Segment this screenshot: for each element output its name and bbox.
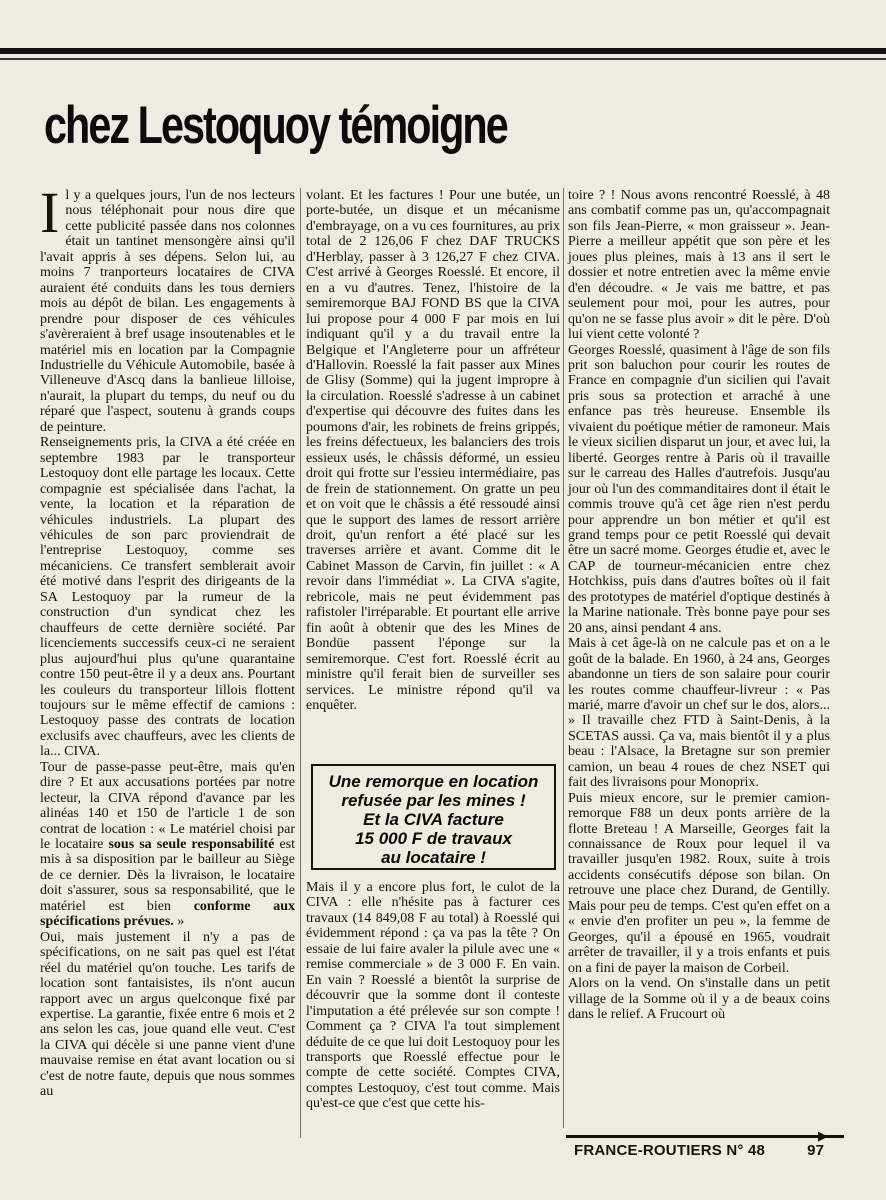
paragraph: Georges Roesslé, quasiment à l'âge de son fils prit son baluchon pour courir les routes de France en compagnie d'un sicilien qui l'avait pris sous sa protection et arraché à une enfance pas très heureuse. Ensemble ils vivaient du poétique métier de ramoneur. Mais le vieux sicilien disparut un jour, et avec lui, la liberté. Georges rentre à Paris où il travaille sur le carreau des Halles d'autrefois. Jusqu'au jour où l'un des commanditaires dont il était le commis trouve qu'à cet âge rien n'est perdu pour apprendre un bon métier et qu'il est grand temps pour ce petit Roesslé qui devait être un sacré mome. Georges étudie et, avec le CAP de tourneur-mécanicien entre chez Hotchkiss, puis dans d'autres boîtes où il fait des prototypes de matériel d'optique destinés à la Marine nationale. Très bonne paye pour ses 20 ans, ainsi pendant 4 ans. bbox=[568, 342, 830, 636]
paragraph: Oui, mais justement il n'y a pas de spécifications, on ne sait pas quel est l'état réel du matériel qu'on touche. Les tarifs de location sont fantaisistes, ils n'ont aucun rapport avec un argus quelconque fixé par expertise. La garantie, fixée entre 6 mois et 2 ans selon les cas, joue quand elle veut. C'est la CIVA qui décèle si une panne vient d'une mauvaise remise en état avant location ou si c'est de notre faute, depuis que nous sommes au bbox=[40, 929, 295, 1100]
article-column-2 bbox=[306, 188, 560, 756]
paragraph-text: » bbox=[177, 914, 185, 930]
pull-quote-line: au locataire ! bbox=[381, 848, 486, 867]
paragraph: Puis mieux encore, sur le premier camion-remorque F88 un deux ponts arrière de la flotte Breteau ! A Marseille, Georges fait la connaissance de Roux pour lequel il va travailler jusqu'en 1982. Roux, suite à trois accidents consécutifs dépose son bilan. On retrouve une place chez Durand, de Gentilly. Mais pour peu de temps. C'est qu'en effet on a « envie d'en profiter un peu », la femme de Georges, qu'il a épousé en 1965, voudrait arrêter de travailler, il y a trois enfants et puis on a fini de payer la maison de Corbeil. bbox=[568, 790, 830, 976]
article-column-2-continued bbox=[306, 880, 560, 1146]
footer-rule bbox=[566, 1135, 844, 1138]
page-number: 97 bbox=[807, 1142, 825, 1159]
top-rule bbox=[0, 48, 886, 54]
pull-quote-box bbox=[311, 764, 556, 870]
paragraph: Alors on la vend. On s'installe dans un petit village de la Somme où il y a de beaux coins dans le relief. A Frucourt où bbox=[568, 976, 830, 1023]
pull-quote-line: 15 000 F de travaux bbox=[355, 829, 512, 848]
article-column-1 bbox=[40, 180, 295, 1108]
column-divider bbox=[563, 188, 564, 1128]
paragraph: Mais il y a encore plus fort, le culot de la CIVA : elle n'hésite pas à facturer ces travaux (14 849,08 F au total) à Roesslé qui évidemment répond : ça va pas la tête ? On essaie de lui faire avaler la pilule avec une « remise commerciale » de 3 000 F. En vain. En vain ? Roesslé a bientôt la surprise de découvrir que la somme dont il conteste l'imputation a été prélevée sur son compte ! Comment ça ? CIVA l'a tout simplement déduite de ce que lui doit Lestoquoy pour les transports que Roesslé effectue pour le compte de cette société. Comptes CIVA, comptes Lestoquoy, c'est tout comme. Mais qu'est-ce que c'est que cette his- bbox=[306, 880, 560, 1112]
pull-quote-line: Une remorque en location bbox=[328, 772, 539, 791]
top-rule-thin bbox=[0, 58, 886, 60]
headline: chez Lestoquoy témoigne bbox=[44, 96, 507, 155]
paragraph: volant. Et les factures ! Pour une butée, un porte-butée, un disque et un mécanisme d'embrayage, on a vu ces fournitures, au prix total de 2 126,06 F chez DAF TRUCKS d'Herblay, passer à 3 126,27 F chez CIVA. C'est arrivé à Georges Roesslé. Et encore, il en a vu d'autres. Tenez, l'histoire de la semiremorque BAJ FOND BS que la CIVA lui propose pour 4 000 F par mois en lui indiquant qu'il y a du travail entre la Belgique et l'Angleterre pour un affréteur d'Hallovin. Roesslé la fait passer aux Mines de Glisy (Somme) qui la jugent impropre à la circulation. Roesslé s'adresse à un cabinet d'expertise qui découvre des fuites dans les poumons d'air, les robinets de freins grippés, les freins défectueux, les balanciers des trois essieux usés, le châssis déformé, un essieu droit qui frotte sur l'essieu intermédiaire, pas de frein de stationnement. On gratte un peu et on voit que le châssis a été ressoudé ainsi que le support des lames de ressort arrière droit, qu'un renfort a été placé sur les traverses arrière et avant. Comme dit le Cabinet Masson de Carvin, fin juillet : « A revoir dans l'immédiat ». La CIVA s'agite, rebricole, mais ne peut évidemment pas rafistoler l'irréparable. Et pourtant elle arrive fin août à obtenir que des les Mines de Bondüe passent l'éponge sur la semiremorque. C'est fort. Roesslé écrit au ministre qu'il ferait bien de surveiller ses services. Le ministre répond qu'il va enquêter. bbox=[306, 188, 560, 713]
emphasis-text: conforme aux spécifications prévues. bbox=[40, 898, 295, 930]
paragraph-text: Tour de passe-passe peut-être, mais qu'en dire ? Et aux accusations portées par notre lecteur, la CIVA répond d'avance par les alinéas 140 et 150 de l'article 1 de son contrat de location : « Le matériel choisi par le locataire bbox=[40, 759, 295, 853]
pull-quote-line: Et la CIVA facture bbox=[363, 810, 504, 829]
paragraph-text: est mis à sa disposition par le bailleur au Siège de ce dernier. Dès la livraison, le locataire doit s'assurer, sous sa responsabilité, que le matériel est bien bbox=[40, 837, 295, 914]
paragraph bbox=[40, 180, 295, 435]
drop-cap: I bbox=[40, 180, 60, 245]
page-footer bbox=[574, 1142, 824, 1159]
magazine-issue: FRANCE-ROUTIERS N° 48 bbox=[574, 1142, 766, 1159]
pull-quote-line: refusée par les mines ! bbox=[341, 791, 526, 810]
article-column-3 bbox=[568, 188, 830, 1146]
paragraph: Mais à cet âge-là on ne calcule pas et on a le goût de la balade. En 1960, à 24 ans, Georges abandonne un tiers de son salaire pour courir les routes comme chauffeur-livreur : « Pas marié, marre d'avoir un chef sur le dos, alors... » Il travaille chez FTD à Saint-Denis, à la SCETAS aussi. Ça va, mais bientôt il y a plus beau : l'Alsace, la Bretagne sur son premier camion, un beau 4 roues de chez NSET qui fait des livraisons pour Monoprix. bbox=[568, 636, 830, 791]
paragraph: toire ? ! Nous avons rencontré Roesslé, à 48 ans combatif comme pas un, qu'accompagnait son fils Jean-Pierre, « mon graisseur ». Jean-Pierre a meilleur appétit que son père et les joues plus pleines, mais à 13 ans il sert le dossier et notre entretien avec la même envie d'en découdre. « Je vais me battre, et pas seulement pour moi, pour les autres, pour qu'on ne se fasse plus avoir » dit le père. D'où lui vient cette volonté ? bbox=[568, 188, 830, 343]
column-divider bbox=[300, 188, 301, 1138]
emphasis-text: sous sa seule responsabilité bbox=[108, 837, 275, 853]
paragraph: Renseignements pris, la CIVA a été créée en septembre 1983 par le transporteur Lestoquoy dont elle partage les locaux. Cette compagnie est spécialisée dans l'achat, la vente, la location et la réparation de véhicules industriels. La plupart des véhicules de son parc proviendrait de l'entreprise Lestoquoy, comme ses mécaniciens. Ce transfert semblerait avoir été motivé dans l'esprit des dirigeants de la SA Lestoquoy par la rumeur de la construction d'un syndicat chez les chauffeurs de cette dernière société. Par licenciements successifs ceux-ci ne seraient plus aujourd'hui plus qu'une quarantaine contre 150 peut-être il y a deux ans. Pourtant les couleurs du transporteur lillois flottent toujours sur le même effectif de camions : Lestoquoy passe des contrats de location exclusifs avec chauffeurs, avec les clients de la... CIVA. bbox=[40, 435, 295, 760]
paragraph bbox=[40, 760, 295, 930]
paragraph-text: l y a quelques jours, l'un de nos lecteurs nous téléphonait pour nous dire que cette publicité passée dans nos colonnes était un tantinet mensongère ainsi qu'il l'avait appris à ses dépens. Selon lui, au moins 7 tranporteurs locataires de CIVA auraient été conduits dans les tous derniers mois au dépôt de bilan. Les engagements à prendre pour disposer de ces véhicules s'avèreraient à bref usage insoutenables et le matériel mis en location par la Compagnie Industrielle du Véhicule Automobile, basée à Villeneuve d'Ascq dans la banlieue lilloise, n'aurait, la plupart du temps, du neuf ou du réparé que l'aspect, soutenu à grands coups de peinture. bbox=[40, 188, 295, 435]
